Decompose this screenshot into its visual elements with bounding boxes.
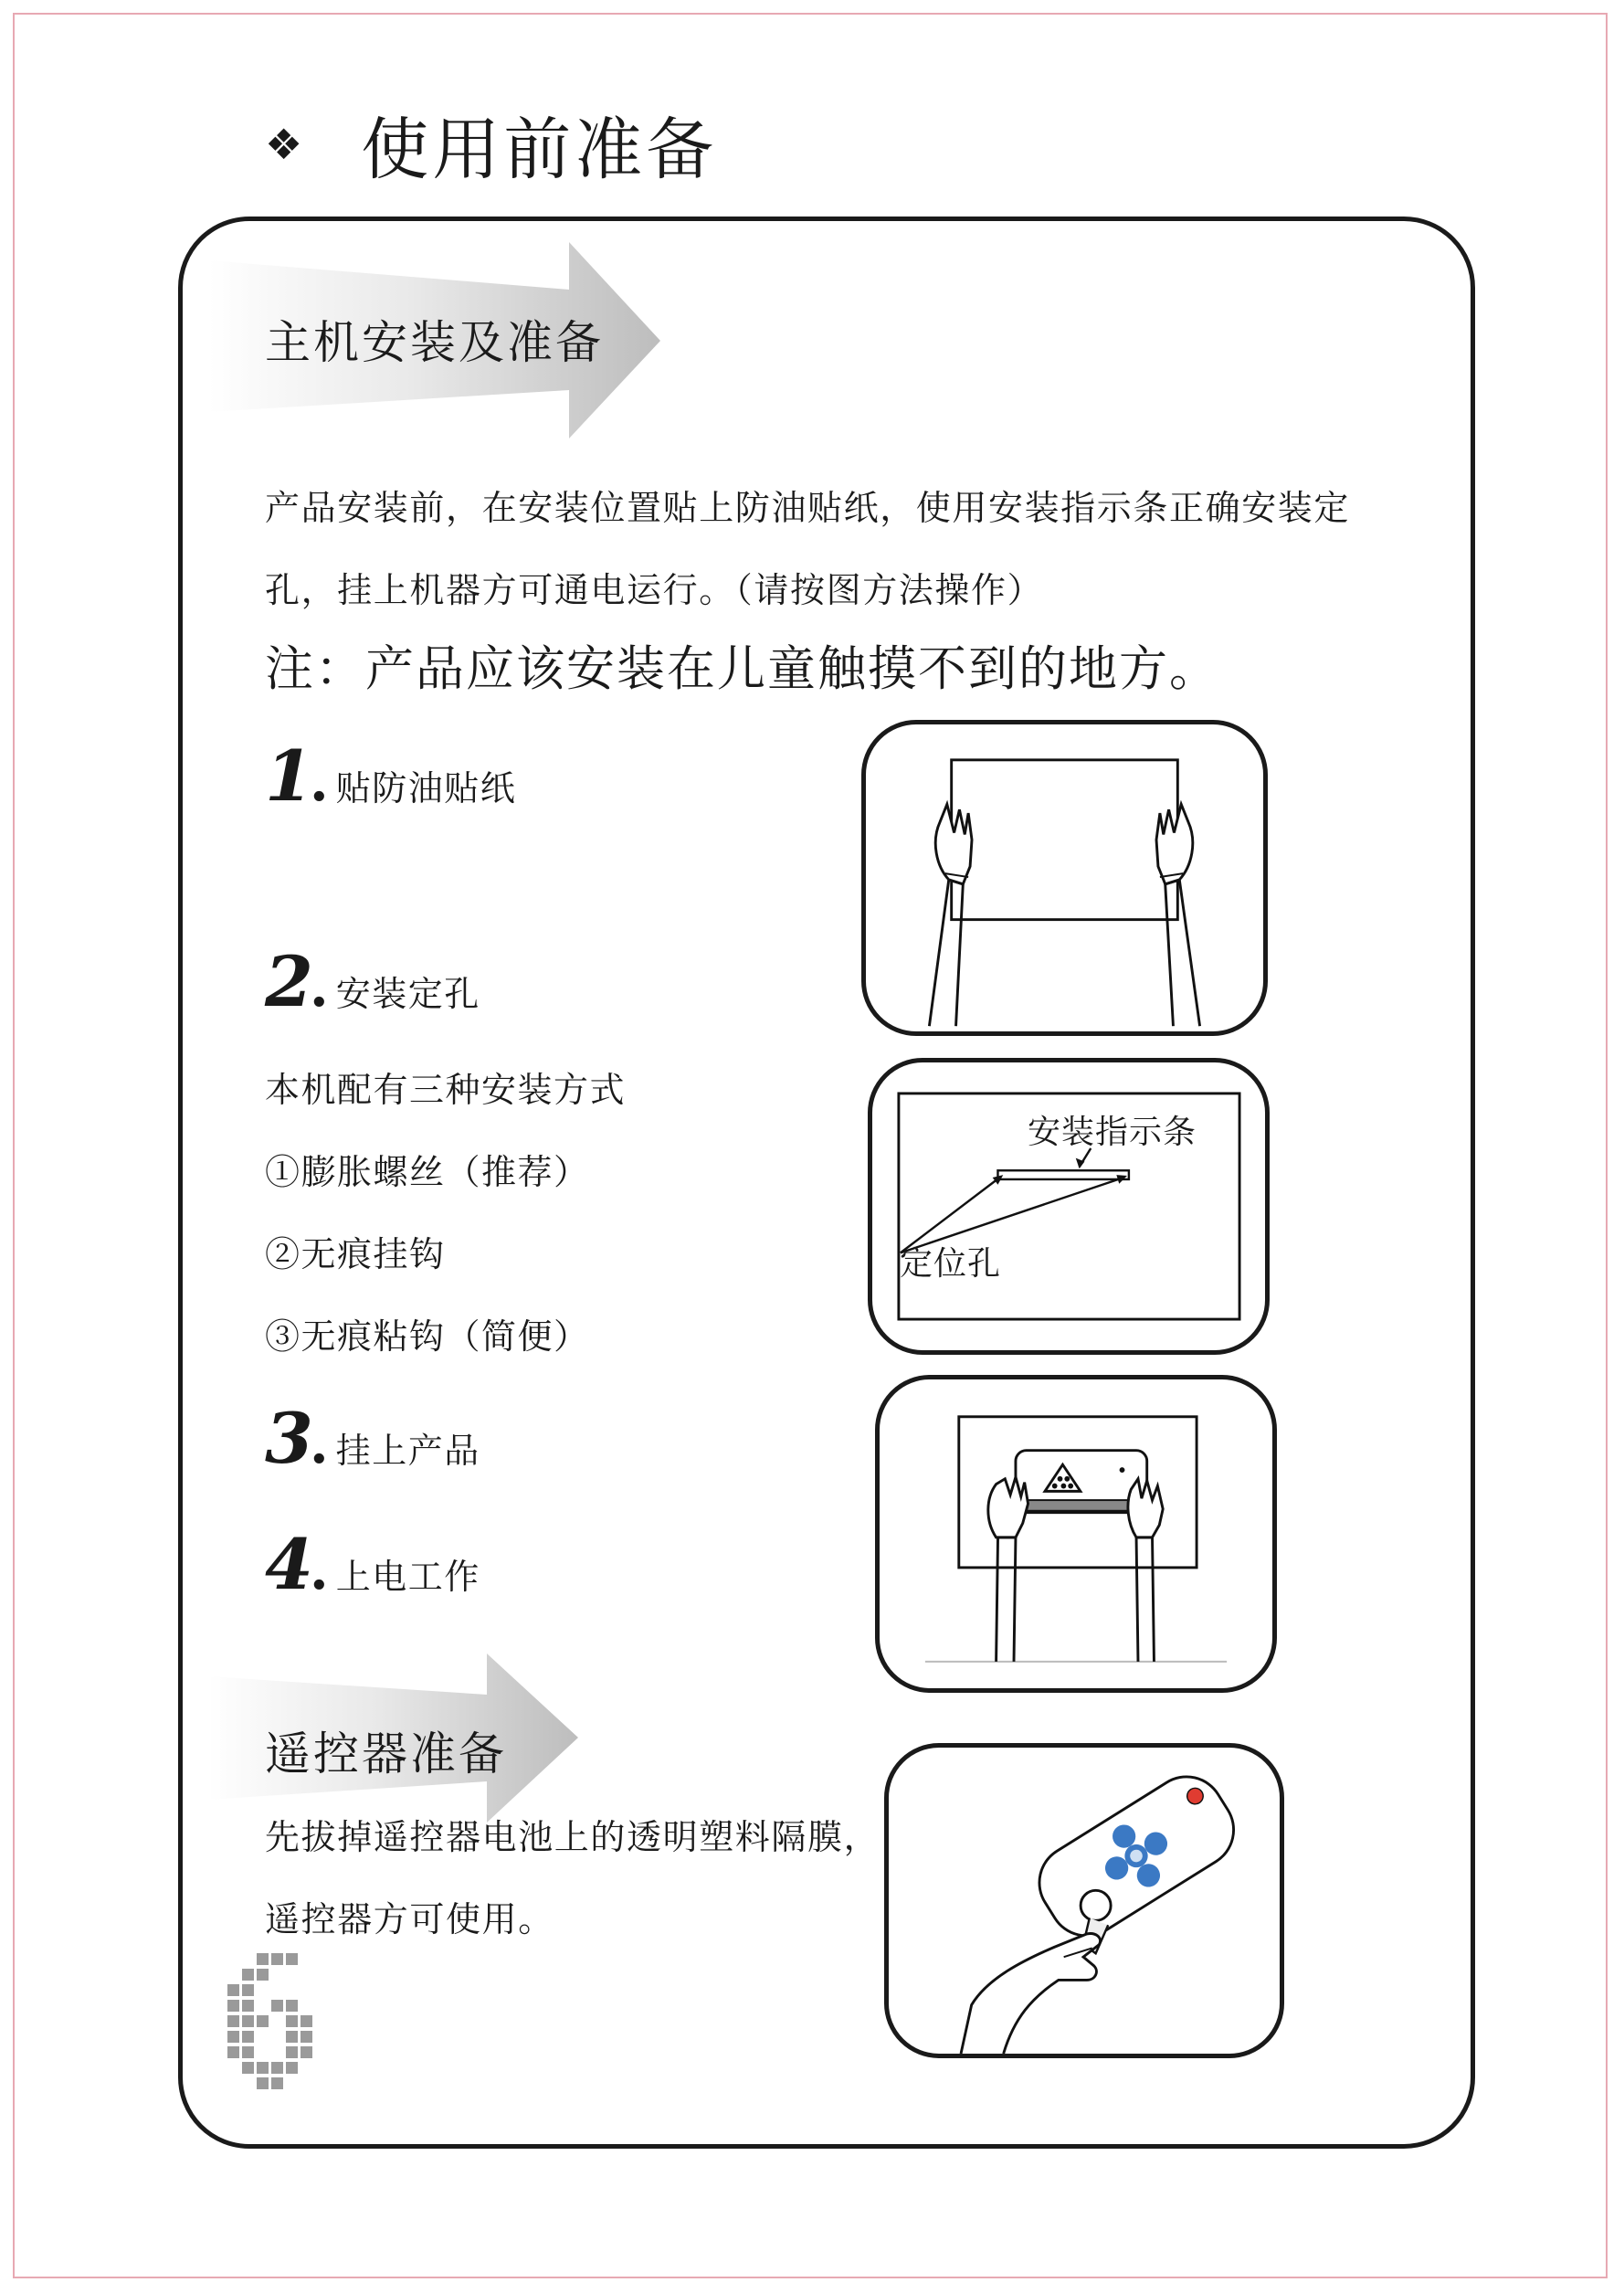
install-method-item: ③无痕粘钩（简便） <box>265 1316 590 1357</box>
hands-holding-sticker-illustration <box>866 724 1263 1031</box>
remote-instruction-line1: 先拔掉遥控器电池上的透明塑料隔膜， <box>265 1817 881 1857</box>
page-number-badge <box>227 1953 318 2095</box>
mounting-strip-label: 安装指示条 <box>1028 1114 1197 1151</box>
step-number: 3 <box>265 1398 310 1479</box>
page-title <box>265 99 717 190</box>
install-method-item: ②无痕挂钩 <box>265 1234 446 1274</box>
step-number: 2 <box>265 941 310 1022</box>
step-3 <box>265 1398 480 1479</box>
install-method-item: ①膨胀螺丝（推荐） <box>265 1152 590 1192</box>
remote-instruction-line2: 遥控器方可使用。 <box>265 1899 554 1939</box>
figure-remote-control <box>884 1743 1284 2058</box>
step-dot: . <box>309 1412 329 1476</box>
figure-hang-product <box>875 1375 1277 1693</box>
page-title-text: 使用前准备 <box>361 111 718 189</box>
step-dot: . <box>309 750 329 814</box>
step-label: 上电工作 <box>335 1557 480 1597</box>
step-2 <box>265 941 480 1022</box>
step-dot: . <box>309 1538 329 1602</box>
step-label: 挂上产品 <box>335 1431 480 1471</box>
positioning-hole-label: 定位孔 <box>900 1245 1002 1283</box>
safety-note: 注：产品应该安装在儿童触摸不到的地方。 <box>265 641 1219 697</box>
section-heading-install: 主机安装及准备 <box>265 316 604 369</box>
install-paragraph-line1: 产品安装前，在安装位置贴上防油贴纸，使用安装指示条正确安装定 <box>265 488 1351 528</box>
figure-sticker <box>861 720 1268 1036</box>
install-paragraph-line2: 孔，挂上机器方可通电运行。（请按图方法操作） <box>265 570 1044 610</box>
step-dot: . <box>309 956 329 1020</box>
step-label: 贴防油贴纸 <box>335 768 517 808</box>
remote-control-illustration <box>889 1748 1280 2054</box>
section-heading-remote: 遥控器准备 <box>265 1728 507 1781</box>
install-methods-intro: 本机配有三种安装方式 <box>265 1070 627 1110</box>
step-label: 安装定孔 <box>335 974 480 1014</box>
step-1 <box>265 735 516 817</box>
step-number: 4 <box>265 1524 310 1605</box>
hang-product-illustration <box>880 1379 1272 1688</box>
step-number: 1 <box>265 735 310 817</box>
four-diamond-bullet-icon: ❖ <box>265 120 307 169</box>
step-4 <box>265 1524 480 1605</box>
figure-mounting-strip <box>868 1058 1270 1355</box>
